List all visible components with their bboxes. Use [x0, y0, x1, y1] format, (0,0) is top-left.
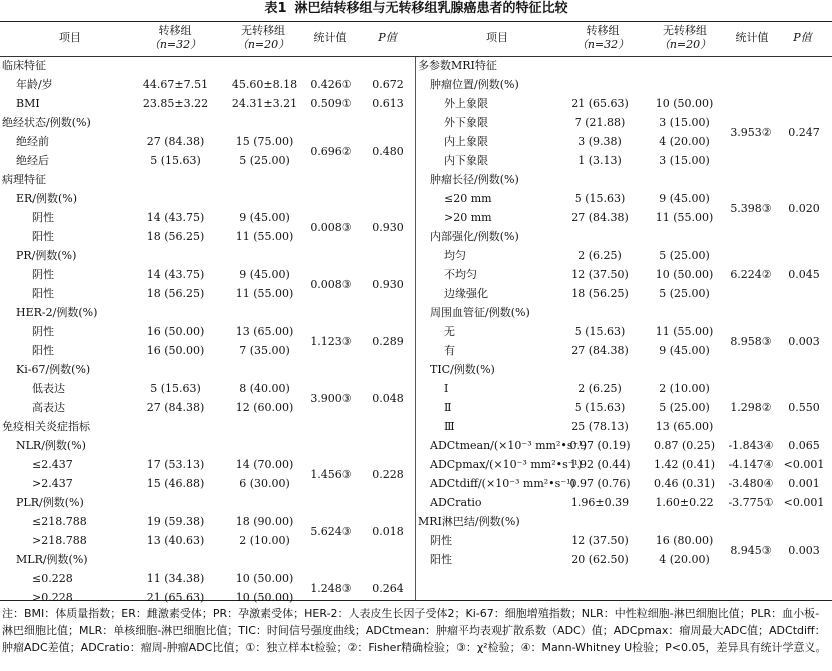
- row-label: 阳性: [32, 344, 54, 357]
- cell-p-value: 0.289: [372, 334, 404, 348]
- cell-metastasis: 5 (15.63): [574, 401, 626, 414]
- bottom-rule: [0, 600, 832, 601]
- cell-no-metastasis: 5 (25.00): [239, 154, 290, 167]
- cell-no-metastasis: 7 (35.00): [239, 344, 290, 357]
- cell-metastasis: 18 (56.25): [571, 287, 629, 300]
- cell-no-metastasis: 24.31±3.21: [231, 97, 298, 110]
- cell-no-metastasis: 10 (50.00): [655, 97, 714, 110]
- cell-no-metastasis: 2 (10.00): [239, 534, 290, 547]
- cell-metastasis: 18 (56.25): [146, 230, 205, 243]
- cell-no-metastasis: 5 (25.00): [659, 287, 710, 300]
- header-rule: [0, 56, 832, 57]
- cell-p-value: 0.045: [788, 268, 820, 281]
- cell-metastasis: 5 (15.63): [150, 154, 201, 167]
- cell-p-value: 0.018: [372, 524, 404, 538]
- cell-metastasis: 17 (53.13): [146, 458, 205, 471]
- cell-metastasis: 25 (78.13): [571, 420, 629, 433]
- row-label: 均匀: [444, 249, 466, 262]
- cell-p-value: 0.003: [788, 334, 820, 348]
- table-footnote: 注：BMI：体质量指数；ER：雌激素受体；PR：孕激素受体；HER-2：人表皮生长因子受体2；Ki-67：细胞增殖指数；NLR：中性粒细胞-淋巴细胞比值；PLR：血小板-淋巴细胞比值；MLR：单核细胞-淋巴细胞比值；TIC：时间信号强度曲线；ADCtmean：肿瘤平均表观扩散系数（ADC）值；ADCpmax：瘤周最大ADC值；ADCtdiff：肿瘤ADC差值；ADCratio：瘤周-肿瘤ADC比值；①：独立样本t检验；②：Fisher精确检验；③：χ²检验；④：Mann-Whitney U检验；P<0.05，差异具有统计学意义。: [2, 607, 827, 654]
- cell-statistic: 5.624③: [310, 524, 352, 538]
- cell-metastasis: 5 (15.63): [574, 325, 626, 338]
- row-label: ER/例数(%): [16, 192, 78, 205]
- cell-metastasis: 21 (65.63): [146, 591, 205, 604]
- cell-no-metastasis: 9 (45.00): [239, 211, 290, 224]
- row-label: >218.788: [32, 534, 87, 547]
- cell-metastasis: 14 (43.75): [146, 268, 205, 281]
- cell-statistic: 1.248③: [310, 581, 352, 595]
- row-label: PR/例数(%): [16, 249, 77, 262]
- header-stat: 统计值: [735, 31, 769, 44]
- row-label: 外下象限: [444, 116, 488, 129]
- cell-metastasis: 27 (84.38): [571, 344, 629, 357]
- row-label: TIC/例数(%): [430, 363, 495, 376]
- cell-metastasis: 1 (3.13): [578, 154, 622, 167]
- column-divider: [415, 57, 416, 600]
- row-label: 肿瘤长径/例数(%): [430, 173, 519, 186]
- cell-metastasis: 2 (6.25): [578, 249, 622, 262]
- cell-no-metastasis: 4 (20.00): [659, 135, 710, 148]
- cell-metastasis: 5 (15.63): [150, 382, 201, 395]
- cell-metastasis: 0.97 (0.76): [569, 477, 631, 490]
- cell-metastasis: 44.67±7.51: [142, 78, 209, 91]
- row-label: 无: [444, 325, 455, 338]
- row-label: 内下象限: [444, 154, 488, 167]
- header-item: 项目: [59, 31, 81, 44]
- row-label: 年龄/岁: [16, 78, 53, 91]
- cell-no-metastasis: 11 (55.00): [655, 325, 714, 338]
- cell-metastasis: 12 (37.50): [571, 534, 629, 547]
- cell-statistic: 3.953②: [730, 125, 772, 139]
- row-label: Ⅱ: [444, 401, 452, 414]
- cell-statistic: 0.696②: [310, 144, 352, 158]
- cell-no-metastasis: 9 (45.00): [659, 344, 710, 357]
- cell-statistic: -3.480④: [728, 477, 774, 490]
- header-p: P值: [793, 31, 812, 44]
- row-label: 阳性: [32, 287, 54, 300]
- header-p: P值: [378, 31, 397, 44]
- header-group-none-n: （n=20）: [236, 38, 290, 51]
- row-label: >20 mm: [444, 211, 492, 224]
- cell-metastasis: 27 (84.38): [571, 211, 629, 224]
- cell-statistic: -3.775①: [728, 496, 774, 509]
- row-label: ≤218.788: [32, 515, 87, 528]
- row-label: 边缘强化: [444, 287, 488, 300]
- cell-metastasis: 7 (21.88): [574, 116, 626, 129]
- row-label: 有: [444, 344, 455, 357]
- header-group-meta: 转移组: [158, 24, 192, 37]
- header-group-none: 无转移组: [241, 24, 285, 37]
- cell-statistic: 0.008③: [310, 220, 352, 234]
- row-label: 内部强化/例数(%): [430, 230, 519, 243]
- cell-no-metastasis: 3 (15.00): [659, 116, 710, 129]
- row-label: 多参数MRI特征: [418, 59, 497, 72]
- header-group-none: 无转移组: [663, 24, 707, 37]
- cell-no-metastasis: 45.60±8.18: [231, 78, 298, 91]
- cell-p-value: 0.930: [372, 220, 404, 234]
- row-label: 绝经状态/例数(%): [2, 116, 91, 129]
- row-label: 绝经前: [16, 135, 49, 148]
- cell-metastasis: 16 (50.00): [146, 344, 205, 357]
- cell-no-metastasis: 4 (20.00): [659, 553, 710, 566]
- cell-no-metastasis: 16 (80.00): [655, 534, 714, 547]
- row-label: 周围血管征/例数(%): [430, 306, 530, 319]
- row-label: ≤0.228: [32, 572, 73, 585]
- cell-no-metastasis: 9 (45.00): [659, 192, 710, 205]
- cell-statistic: 0.008③: [310, 277, 352, 291]
- cell-no-metastasis: 14 (70.00): [235, 458, 294, 471]
- cell-metastasis: 1.92 (0.44): [569, 458, 631, 471]
- cell-metastasis: 12 (37.50): [571, 268, 629, 281]
- cell-p-value: 0.930: [372, 277, 404, 291]
- cell-statistic: 0.426①: [310, 78, 352, 91]
- cell-metastasis: 23.85±3.22: [142, 97, 209, 110]
- cell-metastasis: 13 (40.63): [146, 534, 205, 547]
- row-label: 不均匀: [444, 268, 477, 281]
- header-item: 项目: [486, 31, 508, 44]
- cell-metastasis: 16 (50.00): [146, 325, 205, 338]
- header-group-meta-n: （n=32）: [148, 38, 202, 51]
- cell-no-metastasis: 11 (55.00): [235, 287, 294, 300]
- cell-metastasis: 3 (9.38): [578, 135, 622, 148]
- cell-metastasis: 27 (84.38): [146, 135, 205, 148]
- cell-statistic: 5.398③: [730, 201, 772, 215]
- cell-p-value: <0.001: [783, 496, 825, 509]
- cell-no-metastasis: 13 (65.00): [235, 325, 294, 338]
- cell-p-value: 0.001: [788, 477, 820, 490]
- row-label: MLR/例数(%): [16, 553, 88, 566]
- cell-no-metastasis: 0.46 (0.31): [653, 477, 716, 490]
- cell-p-value: 0.613: [372, 97, 404, 110]
- cell-metastasis: 19 (59.38): [146, 515, 205, 528]
- cell-no-metastasis: 3 (15.00): [659, 154, 710, 167]
- top-rule: [0, 21, 832, 22]
- cell-no-metastasis: 9 (45.00): [239, 268, 290, 281]
- cell-metastasis: 15 (46.88): [146, 477, 205, 490]
- cell-no-metastasis: 0.87 (0.25): [653, 439, 716, 452]
- row-label: 肿瘤位置/例数(%): [430, 78, 519, 91]
- cell-no-metastasis: 2 (10.00): [659, 382, 710, 395]
- row-label: ≤2.437: [32, 458, 73, 471]
- row-label: 内上象限: [444, 135, 488, 148]
- row-label: 绝经后: [16, 154, 49, 167]
- row-label: ADCtdiff/(×10⁻³ mm²•s⁻¹): [430, 477, 575, 490]
- cell-no-metastasis: 15 (75.00): [235, 135, 294, 148]
- cell-metastasis: 11 (34.38): [146, 572, 205, 585]
- cell-statistic: 1.123③: [310, 334, 352, 348]
- row-label: BMI: [16, 97, 40, 110]
- cell-statistic: 1.298②: [730, 401, 772, 414]
- cell-no-metastasis: 10 (50.00): [235, 572, 294, 585]
- row-label: ≤20 mm: [444, 192, 492, 205]
- cell-statistic: 1.456③: [310, 467, 352, 481]
- cell-metastasis: 1.96±0.39: [570, 496, 630, 509]
- row-label: 阴性: [32, 325, 54, 338]
- cell-metastasis: 27 (84.38): [146, 401, 205, 414]
- cell-no-metastasis: 13 (65.00): [655, 420, 714, 433]
- cell-p-value: <0.001: [783, 458, 825, 471]
- row-label: 阴性: [430, 534, 452, 547]
- cell-p-value: 0.480: [372, 144, 404, 158]
- cell-no-metastasis: 10 (50.00): [655, 268, 714, 281]
- table-title: [0, 0, 832, 20]
- cell-metastasis: 5 (15.63): [574, 192, 626, 205]
- row-label: MRI淋巴结/例数(%): [418, 515, 520, 528]
- row-label: Ⅰ: [444, 382, 449, 395]
- header-stat: 统计值: [313, 31, 347, 44]
- row-label: NLR/例数(%): [16, 439, 86, 452]
- cell-no-metastasis: 5 (25.00): [659, 401, 710, 414]
- cell-p-value: 0.550: [788, 401, 820, 414]
- row-label: ADCpmax/(×10⁻³ mm²•s⁻¹): [430, 458, 583, 471]
- cell-p-value: 0.048: [372, 391, 404, 405]
- cell-metastasis: 0.97 (0.19): [569, 439, 631, 452]
- header-group-meta: 转移组: [586, 24, 620, 37]
- cell-no-metastasis: 5 (25.00): [659, 249, 710, 262]
- cell-statistic: 6.224②: [730, 268, 772, 281]
- cell-no-metastasis: 12 (60.00): [235, 401, 294, 414]
- row-label: Ki-67/例数(%): [16, 363, 91, 376]
- cell-statistic: 8.945③: [730, 543, 772, 557]
- cell-no-metastasis: 18 (90.00): [235, 515, 294, 528]
- table-number: 表1: [264, 1, 287, 16]
- cell-no-metastasis: 8 (40.00): [239, 382, 290, 395]
- cell-p-value: 0.003: [788, 543, 820, 557]
- cell-p-value: 0.228: [372, 467, 404, 481]
- row-label: ADCtmean/(×10⁻³ mm²•s⁻¹): [430, 439, 588, 452]
- cell-p-value: 0.672: [372, 78, 404, 91]
- row-label: HER-2/例数(%): [16, 306, 98, 319]
- cell-p-value: 0.247: [788, 125, 820, 139]
- cell-statistic: -1.843④: [728, 439, 774, 452]
- row-label: 临床特征: [2, 59, 46, 72]
- row-label: 外上象限: [444, 97, 488, 110]
- row-label: >2.437: [32, 477, 73, 490]
- cell-metastasis: 20 (62.50): [571, 553, 629, 566]
- cell-p-value: 0.020: [788, 201, 820, 215]
- row-label: 免疫相关炎症指标: [2, 420, 90, 433]
- cell-metastasis: 18 (56.25): [146, 287, 205, 300]
- header-group-meta-n: （n=32）: [576, 38, 630, 51]
- cell-no-metastasis: 11 (55.00): [655, 211, 714, 224]
- row-label: 阴性: [32, 268, 54, 281]
- row-label: 高表达: [32, 401, 65, 414]
- cell-no-metastasis: 1.42 (0.41): [653, 458, 716, 471]
- cell-statistic: -4.147④: [728, 458, 774, 471]
- cell-no-metastasis: 1.60±0.22: [655, 496, 714, 509]
- row-label: ADCratio: [430, 496, 482, 509]
- cell-no-metastasis: 6 (30.00): [239, 477, 290, 490]
- row-label: 阴性: [32, 211, 54, 224]
- header-group-none-n: （n=20）: [658, 38, 712, 51]
- cell-metastasis: 14 (43.75): [146, 211, 205, 224]
- cell-no-metastasis: 11 (55.00): [235, 230, 294, 243]
- row-label: 阳性: [32, 230, 54, 243]
- row-label: >0.228: [32, 591, 73, 604]
- table-caption: 淋巴结转移组与无转移组乳腺癌患者的特征比较: [294, 1, 568, 16]
- row-label: 病理特征: [2, 173, 46, 186]
- row-label: 阳性: [430, 553, 452, 566]
- cell-statistic: 8.958③: [730, 334, 772, 348]
- cell-metastasis: 2 (6.25): [578, 382, 622, 395]
- cell-metastasis: 21 (65.63): [571, 97, 629, 110]
- row-label: PLR/例数(%): [16, 496, 84, 509]
- cell-statistic: 0.509①: [310, 97, 352, 110]
- cell-statistic: 3.900③: [310, 391, 352, 405]
- row-label: Ⅲ: [444, 420, 455, 433]
- cell-no-metastasis: 10 (50.00): [235, 591, 294, 604]
- cell-p-value: 0.065: [788, 439, 820, 452]
- cell-p-value: 0.264: [372, 581, 404, 595]
- row-label: 低表达: [32, 382, 65, 395]
